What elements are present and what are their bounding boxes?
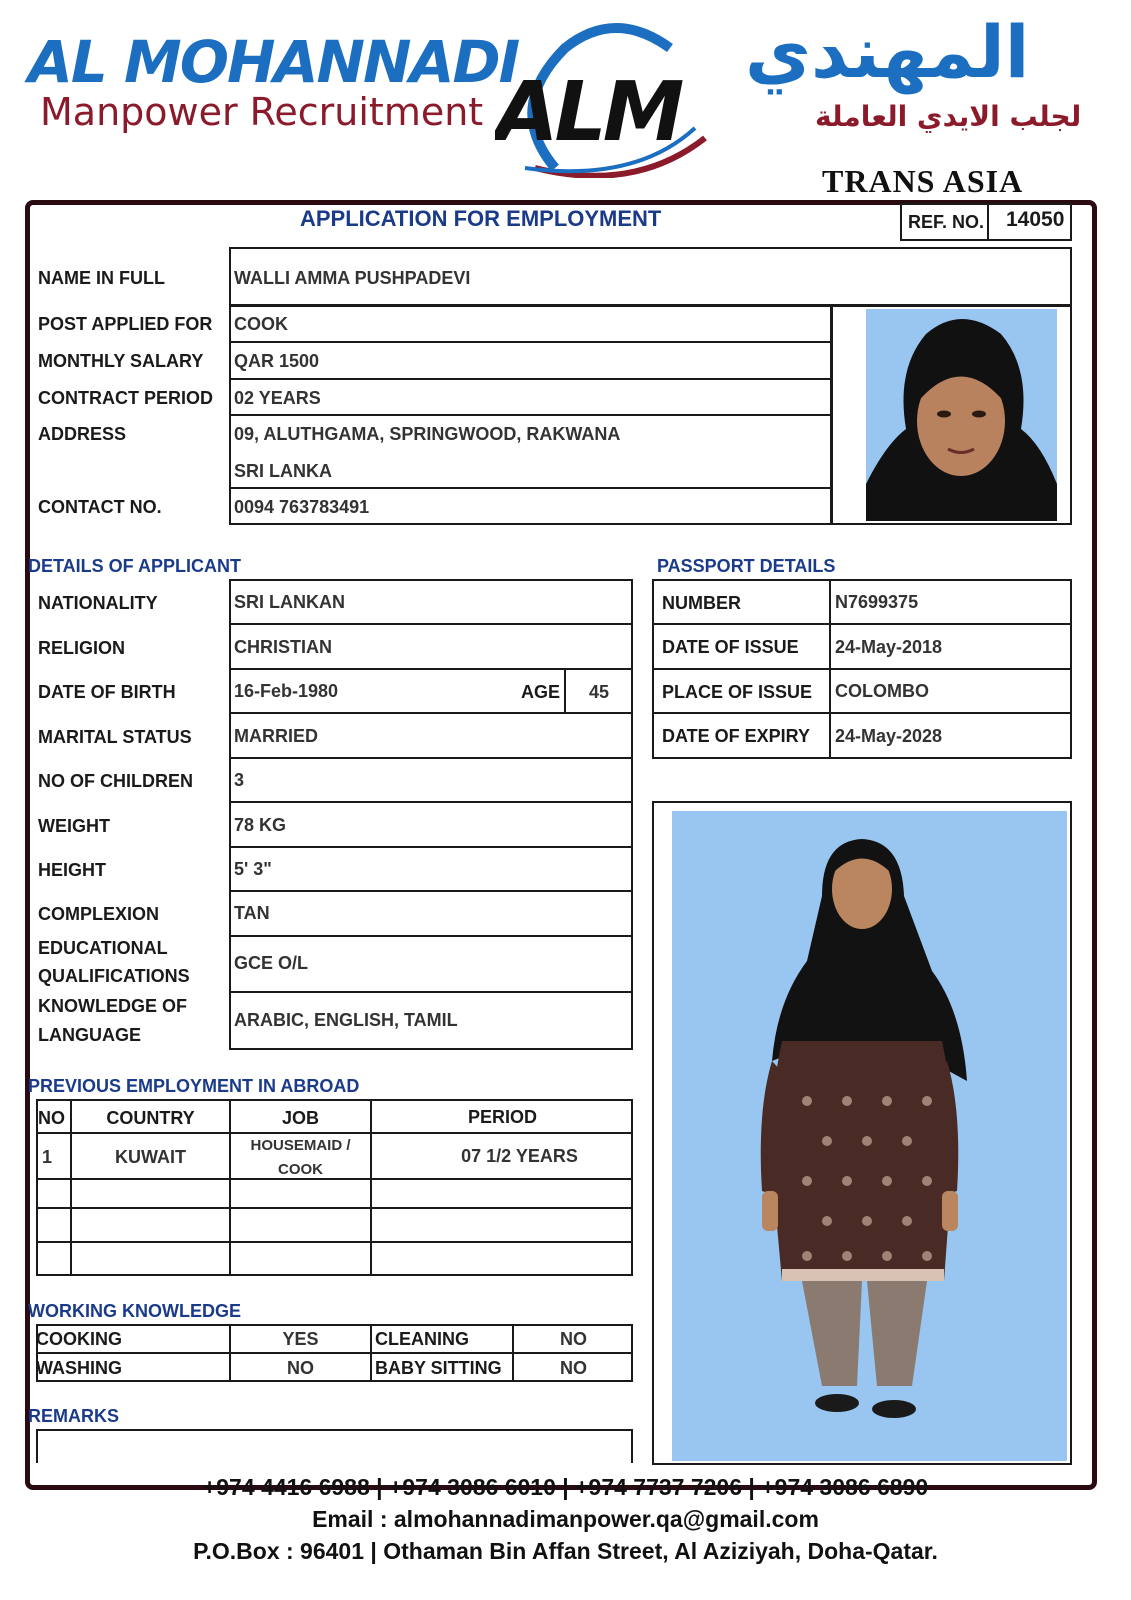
cleaning-value: NO — [560, 1329, 587, 1349]
contact-value: 0094 763783491 — [234, 497, 370, 517]
address-label: ADDRESS — [38, 424, 127, 444]
marital-label: MARITAL STATUS — [38, 727, 192, 747]
grid-line — [229, 991, 633, 993]
post-label: POST APPLIED FOR — [38, 314, 213, 334]
grid-line — [229, 378, 832, 380]
education-label-1: EDUCATIONAL — [38, 938, 168, 958]
grid-line — [229, 801, 633, 803]
working-section-title: WORKING KNOWLEDGE — [28, 1301, 241, 1321]
grid-line — [229, 757, 633, 759]
education-value: GCE O/L — [234, 953, 309, 973]
employment-row-1-job-line1: HOUSEMAID / — [250, 1137, 351, 1154]
grid-divider — [370, 1324, 372, 1382]
language-value: ARABIC, ENGLISH, TAMIL — [234, 1010, 458, 1030]
dob-label: DATE OF BIRTH — [38, 682, 176, 702]
employment-row-1-country: KUWAIT — [115, 1147, 186, 1167]
language-label-1: KNOWLEDGE OF — [38, 996, 187, 1016]
cooking-value: YES — [282, 1329, 319, 1349]
grid-line — [229, 487, 832, 489]
details-section-title: DETAILS OF APPLICANT — [28, 556, 241, 576]
passport-issue-label: DATE OF ISSUE — [662, 637, 799, 657]
grid-line — [229, 846, 633, 848]
children-label: NO OF CHILDREN — [38, 771, 193, 791]
brand-subtitle: Manpower Recruitment — [40, 90, 484, 134]
employment-header-period: PERIOD — [467, 1107, 537, 1127]
passport-expiry-value: 24-May-2028 — [835, 726, 943, 746]
babysitting-value: NO — [560, 1358, 587, 1378]
nationality-label: NATIONALITY — [38, 593, 158, 613]
passport-section-title: PASSPORT DETAILS — [657, 556, 836, 576]
passport-issue-value: 24-May-2018 — [835, 637, 943, 657]
weight-value: 78 KG — [234, 815, 287, 835]
footer-email: Email : almohannadimanpower.qa@gmail.com — [312, 1506, 819, 1532]
employment-header-no: NO — [38, 1108, 65, 1128]
grid-line — [229, 935, 633, 937]
remarks-box — [36, 1429, 633, 1463]
grid-line — [229, 890, 633, 892]
babysitting-label: BABY SITTING — [375, 1358, 502, 1378]
remarks-section-title: REMARKS — [28, 1406, 120, 1426]
footer-address: P.O.Box : 96401 | Othaman Bin Affan Street, Al Aziziyah, Doha-Qatar. — [193, 1538, 938, 1564]
passport-number-label: NUMBER — [662, 593, 741, 613]
employment-row-1-job-line2: COOK — [278, 1161, 323, 1178]
grid-line — [229, 341, 832, 343]
grid-divider — [829, 579, 831, 759]
marital-value: MARRIED — [234, 726, 318, 746]
passport-number-value: N7699375 — [835, 592, 919, 612]
language-label-2: LANGUAGE — [38, 1025, 141, 1045]
cleaning-label: CLEANING — [375, 1329, 469, 1349]
ref-label: REF. NO. — [908, 212, 985, 232]
washing-label: WASHING — [36, 1358, 123, 1378]
cooking-label: COOKING — [36, 1329, 123, 1349]
complexion-label: COMPLEXION — [38, 904, 160, 924]
contract-value: 02 YEARS — [234, 388, 321, 408]
children-value: 3 — [234, 770, 245, 790]
address-line2: SRI LANKA — [234, 461, 332, 481]
alm-logo-text: ALM — [495, 65, 681, 160]
full-body-photo — [672, 811, 1067, 1461]
grid-line — [36, 1352, 633, 1354]
salary-label: MONTHLY SALARY — [38, 351, 204, 371]
religion-label: RELIGION — [38, 638, 126, 658]
salary-value: QAR 1500 — [234, 351, 320, 371]
age-divider — [564, 668, 566, 713]
grid-line — [652, 712, 1072, 714]
ref-divider — [987, 203, 989, 241]
passport-place-label: PLACE OF ISSUE — [662, 682, 813, 702]
employment-section-title: PREVIOUS EMPLOYMENT IN ABROAD — [28, 1076, 360, 1096]
weight-label: WEIGHT — [38, 816, 110, 836]
grid-line — [652, 623, 1072, 625]
name-label: NAME IN FULL — [38, 268, 165, 288]
brand-subtitle-arabic: لجلب الايدي العاملة — [815, 100, 1082, 133]
grid-line — [229, 414, 832, 416]
form-title: APPLICATION FOR EMPLOYMENT — [300, 206, 662, 231]
religion-value: CHRISTIAN — [234, 637, 332, 657]
education-label-2: QUALIFICATIONS — [38, 966, 190, 986]
employment-row-1-no: 1 — [42, 1147, 53, 1167]
age-label: AGE — [521, 682, 561, 702]
nationality-value: SRI LANKAN — [234, 592, 345, 612]
height-label: HEIGHT — [38, 860, 107, 880]
employment-header-job: JOB — [281, 1108, 319, 1128]
contract-label: CONTRACT PERIOD — [38, 388, 213, 408]
portrait-photo — [866, 309, 1057, 521]
trans-asia-label: TRANS ASIA — [822, 163, 1024, 199]
employment-header-country: COUNTRY — [106, 1108, 195, 1128]
grid-line — [36, 1132, 633, 1134]
grid-line — [36, 1241, 633, 1243]
dob-value: 16-Feb-1980 — [234, 681, 339, 701]
washing-value: NO — [287, 1358, 314, 1378]
brand-name-english: AL MOHANNADI — [28, 28, 519, 96]
age-value: 45 — [589, 682, 610, 702]
passport-expiry-label: DATE OF EXPIRY — [662, 726, 811, 746]
post-value: COOK — [234, 314, 288, 334]
grid-line — [36, 1207, 633, 1209]
ref-value: 14050 — [1006, 208, 1065, 231]
footer-phones: +974 4416 6988 | +974 3086 6010 | +974 7737 7206 | +974 3086 6890 — [202, 1474, 929, 1500]
grid-line — [229, 712, 633, 714]
grid-line — [229, 668, 633, 670]
complexion-value: TAN — [234, 903, 270, 923]
alm-logo-icon — [495, 18, 735, 178]
passport-place-value: COLOMBO — [835, 681, 929, 701]
name-value: WALLI AMMA PUSHPADEVI — [234, 268, 471, 288]
employment-row-1-period: 07 1/2 YEARS — [461, 1146, 578, 1166]
grid-line — [652, 668, 1072, 670]
address-line1: 09, ALUTHGAMA, SPRINGWOOD, RAKWANA — [234, 424, 621, 444]
contact-label: CONTACT NO. — [38, 497, 162, 517]
height-value: 5' 3" — [234, 859, 272, 879]
brand-name-arabic: المهندي — [745, 10, 1030, 94]
grid-line — [229, 623, 633, 625]
